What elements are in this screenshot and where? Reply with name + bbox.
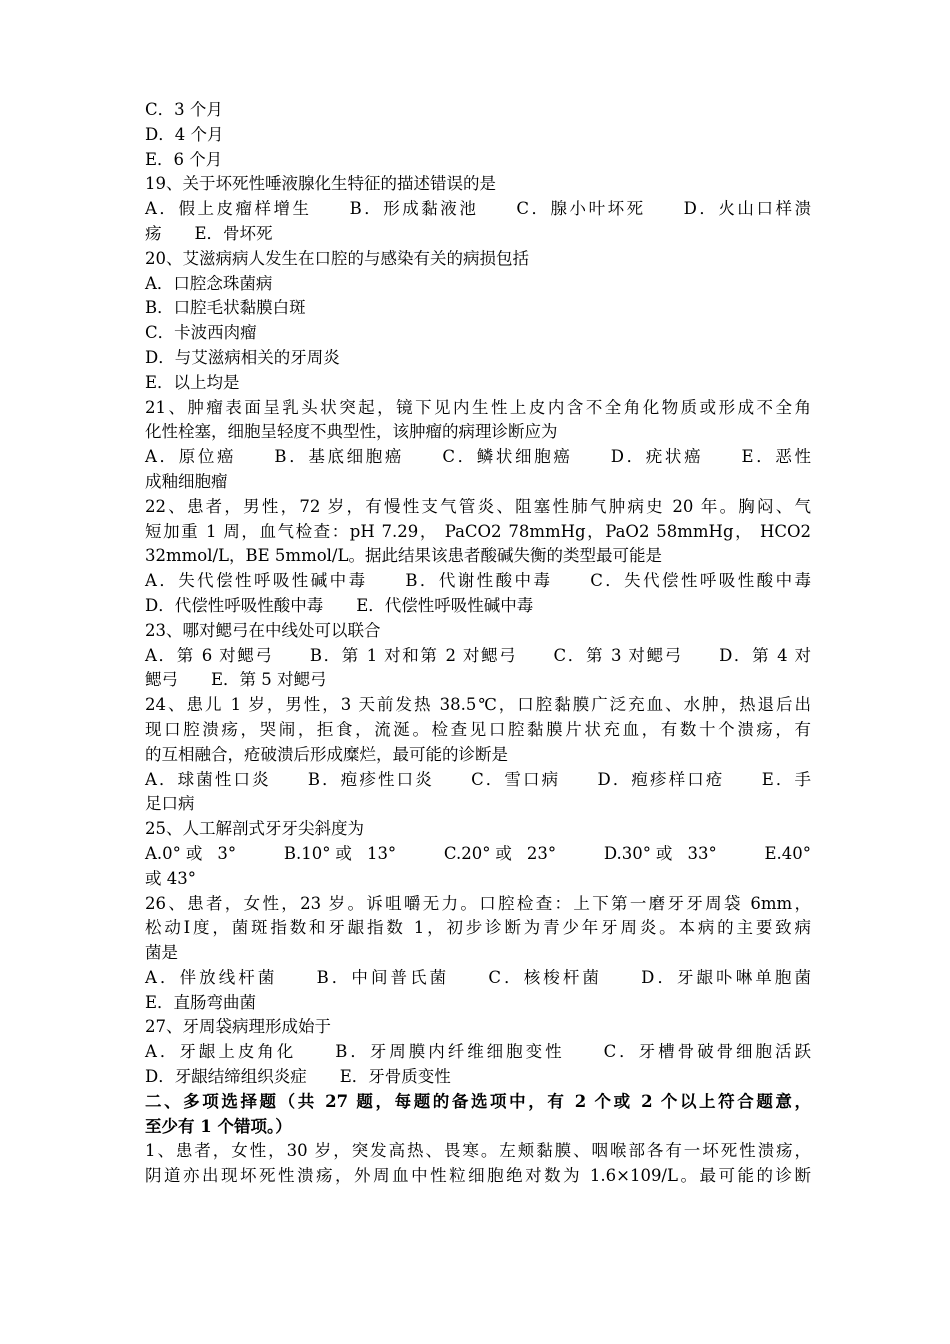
option-line: A．第 6 对鳃弓 B．第 1 对和第 2 对鳃弓 C．第 3 对鳃弓 D．第 4 对 xyxy=(145,645,811,665)
section-heading: 至少有 1 个错项。） xyxy=(145,1116,292,1136)
question-text-line: 松动Ⅰ度，菌斑指数和牙龈指数 1，初步诊断为青少年牙周炎。本病的主要致病 xyxy=(145,918,811,938)
option-line: A．原位癌 B．基底细胞癌 C．鳞状细胞癌 D．疣状癌 E．恶性 xyxy=(145,447,811,467)
question-23: 23、哪对鳃弓在中线处可以联合 xyxy=(145,620,381,640)
question-24: 24、患儿 1 岁，男性，3 天前发热 38.5℃，口腔黏膜广泛充血、水肿，热退后出 xyxy=(145,695,811,715)
option-line: E．以上均是 xyxy=(145,372,240,392)
option-line: 鳃弓 E．第 5 对鳃弓 xyxy=(145,670,327,690)
option-line: 成釉细胞瘤 xyxy=(145,471,228,491)
question-21: 21、肿瘤表面呈乳头状突起，镜下见内生性上皮内含不全角化物质或形成不全角 xyxy=(145,397,811,417)
question-22: 22、患者，男性，72 岁，有慢性支气管炎、阻塞性肺气肿病史 20 年。胸闷、气 xyxy=(145,496,811,516)
question-20: 20、艾滋病病人发生在口腔的与感染有关的病损包括 xyxy=(145,248,529,268)
option-line: B．口腔毛状黏膜白斑 xyxy=(145,298,306,318)
option-line: E．6 个月 xyxy=(145,149,223,169)
option-line: A．伴放线杆菌 B．中间普氏菌 C．核梭杆菌 D．牙龈卟啉单胞菌 xyxy=(145,967,811,987)
option-line: A．牙龈上皮角化 B．牙周膜内纤维细胞变性 C．牙槽骨破骨细胞活跃 xyxy=(145,1042,811,1062)
document-body xyxy=(145,98,811,1189)
question-19: 19、关于坏死性唾液腺化生特征的描述错误的是 xyxy=(145,174,496,194)
option-line: A.0°或 3° B.10°或 13° C.20°或 23° D.30°或 33° E.40° xyxy=(145,843,811,863)
option-line: 足口病 xyxy=(145,794,195,814)
question-text-line: 短加重 1 周，血气检查：pH 7.29， PaCO2 78mmHg，PaO2 58mmHg， HCO2 xyxy=(145,521,811,541)
option-line: 或 43° xyxy=(145,868,196,888)
question-25: 25、人工解剖式牙牙尖斜度为 xyxy=(145,819,364,839)
question-1: 1、患者，女性，30 岁，突发高热、畏寒。左颊黏膜、咽喉部各有一坏死性溃疡， xyxy=(145,1141,811,1161)
option-line: 疡 E．骨坏死 xyxy=(145,223,273,243)
option-line: A．球菌性口炎 B．疱疹性口炎 C．雪口病 D．疱疹样口疮 E．手 xyxy=(145,769,811,789)
option-line: C．卡波西肉瘤 xyxy=(145,323,257,343)
question-text-line: 菌是 xyxy=(145,943,178,963)
option-line: D．与艾滋病相关的牙周炎 xyxy=(145,347,340,367)
question-text-line: 的互相融合，疮破溃后形成糜烂，最可能的诊断是 xyxy=(145,744,508,764)
question-text-line: 32mmol/L，BE 5mmol/L。据此结果该患者酸碱失衡的类型最可能是 xyxy=(145,546,662,566)
option-line: D．代偿性呼吸性酸中毒 E．代偿性呼吸性碱中毒 xyxy=(145,595,534,615)
option-line: E．直肠弯曲菌 xyxy=(145,992,257,1012)
option-line: A．失代偿性呼吸性碱中毒 B．代谢性酸中毒 C．失代偿性呼吸性酸中毒 xyxy=(145,571,811,591)
option-line: D．4 个月 xyxy=(145,124,224,144)
option-line: C．3 个月 xyxy=(145,100,223,119)
question-26: 26、患者，女性，23 岁。诉咀嚼无力。口腔检查：上下第一磨牙牙周袋 6mm， xyxy=(145,893,811,913)
option-line: D．牙龈结缔组织炎症 E．牙骨质变性 xyxy=(145,1067,451,1087)
question-text-line: 化性栓塞，细胞呈轻度不典型性，该肿瘤的病理诊断应为 xyxy=(145,422,558,442)
question-text-line: 现口腔溃疡，哭闹，拒食，流涎。检查见口腔黏膜片状充血，有数十个溃疡，有 xyxy=(145,719,811,739)
option-line: A．口腔念珠菌病 xyxy=(145,273,273,293)
section-heading: 二、多项选择题（共 27 题，每题的备选项中，有 2 个或 2 个以上符合题意， xyxy=(145,1091,811,1111)
option-line: A．假上皮瘤样增生 B．形成黏液池 C．腺小叶坏死 D．火山口样溃 xyxy=(145,199,811,219)
question-text-line: 阴道亦出现坏死性溃疡，外周血中性粒细胞绝对数为 1.6×109/L。最可能的诊断 xyxy=(145,1166,811,1186)
question-27: 27、牙周袋病理形成始于 xyxy=(145,1017,331,1037)
